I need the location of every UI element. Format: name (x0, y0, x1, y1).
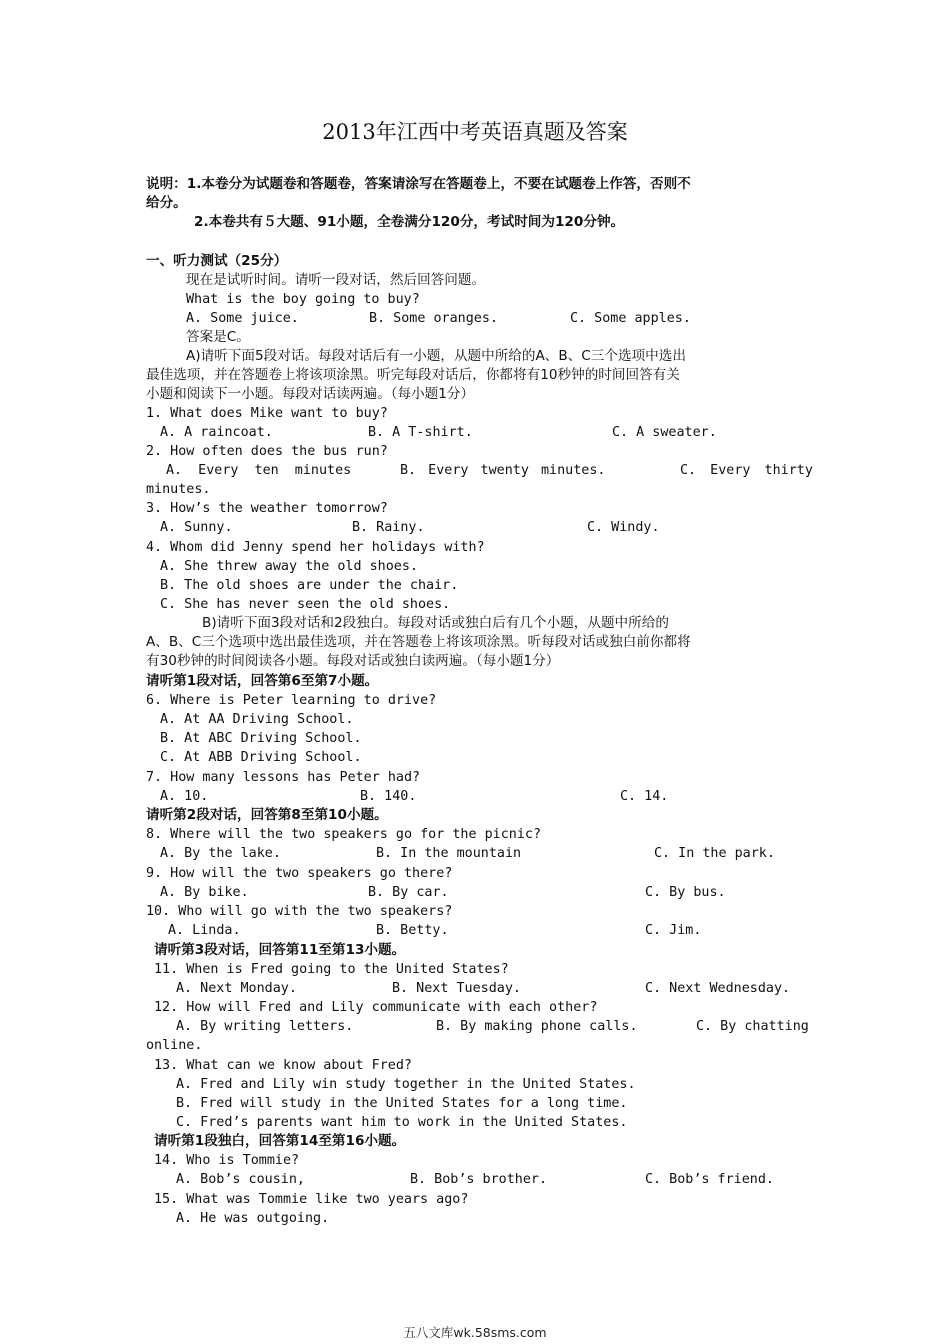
question-2-options (146, 461, 814, 480)
q10-option-b: B. Betty. (376, 923, 449, 938)
q12-option-a: A. By writing letters. (176, 1019, 354, 1034)
q8-option-a: A. By the lake. (160, 846, 281, 861)
question-3-options (146, 518, 806, 537)
question-15: 15. What was Tommie like two years ago? (154, 1192, 469, 1207)
q7-option-a: A. 10. (160, 789, 209, 804)
question-9: 9. How will the two speakers go there? (146, 866, 453, 881)
q15-option-a: A. He was outgoing. (176, 1211, 330, 1226)
q3-option-b: B. Rainy. (352, 520, 425, 535)
q6-option-a: A. At AA Driving School. (160, 712, 354, 727)
question-12: 12. How will Fred and Lily communicate with each other? (154, 1000, 598, 1015)
question-11-options (146, 979, 806, 998)
instructions-line-1: 说明：1.本卷分为试题卷和答题卷，答案请涂写在答题卷上，不要在试题卷上作答，否则不 (146, 176, 691, 192)
q1-option-c: C. A sweater. (612, 425, 717, 440)
footer-watermark: 五八文库wk.58sms.com (403, 1325, 547, 1340)
q8-option-c: C. In the park. (654, 846, 775, 861)
q9-option-c: C. By bus. (645, 885, 726, 900)
part-a-line-2: 最佳选项，并在答题卷上将该项涂黑。听完每段对话后，你都将有10秒钟的时间回答有关 (146, 367, 680, 383)
q6-option-b: B. At ABC Driving School. (160, 731, 362, 746)
question-3: 3. How’s the weather tomorrow? (146, 501, 388, 516)
q12-option-c: C. By chatting (696, 1019, 809, 1034)
question-10-options (146, 921, 806, 940)
q13-option-a: A. Fred and Lily win study together in the United States. (176, 1077, 636, 1092)
question-14-options (146, 1170, 806, 1189)
q7-option-b: B. 140. (360, 789, 417, 804)
q2-option-b: B. Every twenty minutes. (400, 463, 606, 478)
question-9-options (146, 883, 806, 902)
dialogue-2-heading: 请听第2段对话，回答第8至第10小题。 (146, 807, 388, 823)
q3-option-a: A. Sunny. (160, 520, 233, 535)
q2-option-a: A. Every ten minutes (166, 463, 352, 478)
question-10: 10. Who will go with the two speakers? (146, 904, 453, 919)
q2-option-c: C. Every thirty (680, 463, 813, 478)
q11-option-b: B. Next Tuesday. (392, 981, 521, 996)
trial-option-c: C. Some apples. (570, 311, 691, 326)
q11-option-a: A. Next Monday. (176, 981, 297, 996)
trial-options (186, 309, 786, 328)
trial-intro: 现在是试听时间。请听一段对话，然后回答问题。 (186, 272, 486, 288)
part-a-line-3: 小题和阅读下一小题。每段对话读两遍。（每小题1分） (146, 386, 475, 402)
q13-option-c: C. Fred’s parents want him to work in the United States. (176, 1115, 628, 1130)
part-b-line-3: 有30秒钟的时间阅读各小题。每段对话或独白读两遍。（每小题1分） (146, 653, 560, 669)
q12-option-b: B. By making phone calls. (436, 1019, 638, 1034)
question-13: 13. What can we know about Fred? (154, 1058, 412, 1073)
q10-option-c: C. Jim. (645, 923, 702, 938)
part-b-line-2: A、B、C三个选项中选出最佳选项，并在答题卷上将该项涂黑。听每段对话或独白前你都将 (146, 634, 691, 650)
trial-option-b: B. Some oranges. (369, 311, 498, 326)
trial-question: What is the boy going to buy? (186, 292, 420, 307)
trial-answer: 答案是C。 (186, 329, 250, 345)
question-6: 6. Where is Peter learning to drive? (146, 693, 437, 708)
question-1-options (146, 423, 806, 442)
q14-option-a: A. Bob’s cousin, (176, 1172, 305, 1187)
dialogue-1-heading: 请听第1段对话，回答第6至第7小题。 (146, 673, 379, 689)
question-7-options (146, 787, 806, 806)
q6-option-c: C. At ABB Driving School. (160, 750, 362, 765)
monologue-1-heading: 请听第1段独白，回答第14至第16小题。 (154, 1133, 406, 1149)
question-12-options (146, 1017, 814, 1036)
section-heading: 一、听力测试（25分） (146, 253, 288, 269)
question-8-options (146, 844, 806, 863)
question-11: 11. When is Fred going to the United States? (154, 962, 509, 977)
q9-option-b: B. By car. (368, 885, 449, 900)
q14-option-c: C. Bob’s friend. (645, 1172, 774, 1187)
q13-option-b: B. Fred will study in the United States for a long time. (176, 1096, 628, 1111)
part-a-line-1: A)请听下面5段对话。每段对话后有一小题，从题中所给的A、B、C三个选项中选出 (186, 348, 686, 364)
q10-option-a: A. Linda. (168, 923, 241, 938)
q8-option-b: B. In the mountain (376, 846, 522, 861)
question-4: 4. Whom did Jenny spend her holidays with? (146, 540, 485, 555)
q11-option-c: C. Next Wednesday. (645, 981, 791, 996)
question-2: 2. How often does the bus run? (146, 444, 388, 459)
q4-option-b: B. The old shoes are under the chair. (160, 578, 459, 593)
instructions-line-1b: 给分。 (146, 195, 187, 211)
q9-option-a: A. By bike. (160, 885, 249, 900)
question-8: 8. Where will the two speakers go for the picnic? (146, 827, 542, 842)
q14-option-b: B. Bob’s brother. (410, 1172, 548, 1187)
q1-option-b: B. A T-shirt. (368, 425, 473, 440)
dialogue-3-heading: 请听第3段对话，回答第11至第13小题。 (154, 942, 406, 958)
part-b-line-1: B)请听下面3段对话和2段独白。每段对话或独白后有几个小题，从题中所给的 (202, 615, 669, 631)
q3-option-c: C. Windy. (587, 520, 660, 535)
trial-option-a: A. Some juice. (186, 311, 299, 326)
question-2-continuation: minutes. (146, 482, 211, 497)
question-12-continuation: online. (146, 1038, 203, 1053)
q4-option-c: C. She has never seen the old shoes. (160, 597, 451, 612)
question-1: 1. What does Mike want to buy? (146, 406, 388, 421)
q1-option-a: A. A raincoat. (160, 425, 273, 440)
q4-option-a: A. She threw away the old shoes. (160, 559, 418, 574)
question-14: 14. Who is Tommie? (154, 1153, 300, 1168)
q7-option-c: C. 14. (620, 789, 669, 804)
instructions-line-2: 2.本卷共有５大题、91小题，全卷满分120分，考试时间为120分钟。 (194, 214, 625, 230)
page-title: 2013年江西中考英语真题及答案 (322, 120, 628, 144)
question-7: 7. How many lessons has Peter had? (146, 770, 421, 785)
